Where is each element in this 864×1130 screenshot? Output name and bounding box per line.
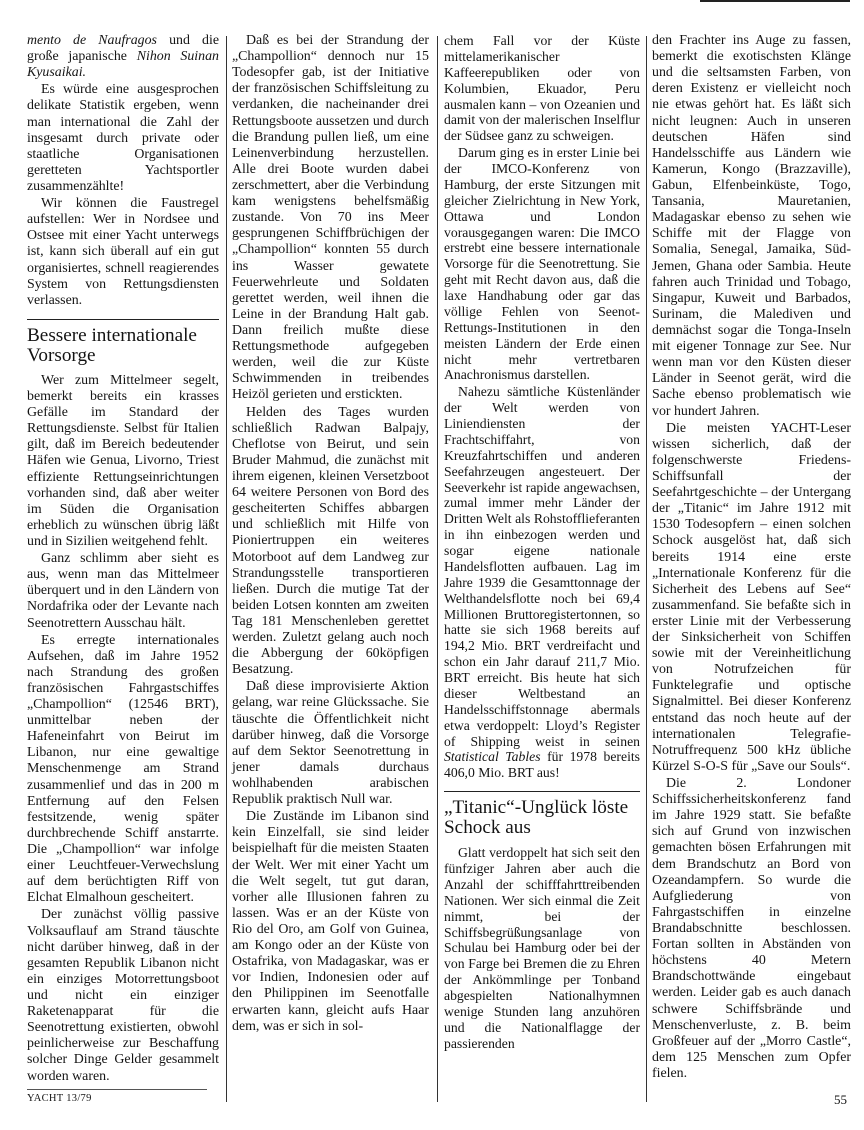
paragraph [27, 196, 219, 309]
paragraph [444, 33, 640, 144]
paragraph [27, 551, 219, 632]
text-run: Daß es bei der Strandung der „Champollion“ dennoch nur 15 Todesopfer gab, ist der Initiative der französischen Schiffsleitung zu verdanken, die nacheinander drei Rettungsboote aussetzen und durch die Brandung pullen ließ, um eine Leinenverbindung herzustellen. Alle drei Boote wurden dabei zerschmettert, aber die Verbindung kam wenigstens behelfsmäßig zustande. Von 70 ins Meer gesprungenen Schiffbrüchigen der „Champollion“ konnten 55 durch ins Wasser gewatete Feuerwehrleute und Soldaten gerettet werden, weil ihnen die Leine in der Brandung Halt gab. Dann freilich mußte diese Rettungsmethode aufgegeben werden, weil die zur Küste Schwimmenden in treibendes Heizöl gerieten und erstickten. [232, 33, 429, 403]
text-run: chem Fall vor der Küste mittelamerikanischer Kaffeerepubliken oder von Kolumbien, Ekuador, Peru ausmalen kann – von Ozeanien und damit von der malerischen Inselflur der Südsee ganz zu schweigen. [444, 33, 640, 144]
column-rule [646, 36, 647, 1102]
text-run: und die große japanische [27, 33, 219, 65]
text-run: Es erregte internationales Aufsehen, daß im Jahre 1952 nach Strandung des großen französischen Fahrgastschiffes „Champollion“ (12546 BRT), unmittelbar neben der Hafeneinfahrt von Beirut im Libanon, nur eine gewaltige Menschenmenge am Strand zusammenlief und das in 200 m Entfernung auf den Felsen festsitzende, wenig später durchbrechende Schiff anstarrte. Die „Champollion“ war infolge einer Leuchtfeuer-Verwechslung auf dem berüchtigten Riff von Elchat Elmalhoun gescheitert. [27, 632, 219, 906]
text-run: Die meisten YACHT-Leser wissen sicherlich, daß der folgenschwerste Friedens-Schiffsunfall der Seefahrtgeschichte – der Untergang der „Titanic“ im Jahre 1912 mit 1530 Todesopfern – einen solchen Schock ausgelöst hat, daß sich bereits 1914 eine erste „Internationale Konferenz für die Sicherheit des Lebens auf See“ zusammenfand. Sie befaßte sich in erster Linie mit der Verbesserung der Sinksicherheit von Schiffen sowie mit der Vereinheitlichung von Notrufzeichen für Funktelegrafie und optische Signalmittel. Bei dieser Konferenz entstand das noch heute auf der internationalen Telegrafie-Notruffrequenz 500 kHz übliche Kürzel S-O-S für „Save our Souls“. [652, 420, 851, 774]
paragraph [232, 679, 429, 808]
article-column-1 [27, 33, 219, 1085]
top-rule [700, 0, 850, 2]
paragraph [232, 405, 429, 679]
paragraph [27, 33, 219, 81]
text-run: den Frachter ins Auge zu fassen, bemerkt die exotischsten Klänge und die seltsamsten Farben, von deren Existenz er vielleicht noch nie etwas gehört hat. Es läßt sich nicht leugnen: Auch in unseren deutschen Häfen sind Handelsschiffe aus Ländern wie Kamerun, Kongo (Brazzaville), Gabun, Elfenbeinküste, Togo, Tansania, Mauretanien, Madagaskar ebenso zu sehen wie Schiffe mit der Flagge von Somalia, Senegal, Jamaika, Süd-Jemen, Ghana oder Sambia. Heute fahren auch Trinidad und Tobago, Singapur, Kuweit und Barbados, Surinam, die Malediven und demnächst sogar die Tonga-Inseln mit eigener Tonnage zur See. Nur wenn man vor den Küsten dieser Länder in Seenot gerät, wird die Sache ebenso problematisch wie vor hundert Jahren. [652, 33, 851, 419]
article-column-3 [444, 33, 640, 1052]
italic-text: Nihon Suinan Kyusaikai. [27, 49, 219, 81]
column-rule [226, 36, 227, 1102]
text-run: Die Zustände im Libanon sind kein Einzelfall, sie sind leider beispielhaft für die meisten Staaten der Welt. Wer mit einer Yacht um die Welt segelt, tut gut daran, vorher alle Illusionen fahren zu lassen. Was er an der Küste von Rio del Oro, am Golf von Guinea, am Kongo oder an der Küste von Ostafrika, von Madagaskar, was er vor Indien, Indonesien oder auf den Philippinen im Seenotfalle erwarten kann, gleicht aufs Haar dem, was er sich in sol- [232, 809, 429, 1034]
paragraph [27, 907, 219, 1084]
page-number: 55 [834, 1092, 847, 1107]
text-run: Darum ging es in erster Linie bei der IMCO-Konferenz von Hamburg, der erste Sitzungen mit gleicher Zielrichtung in New York, Ottawa und London vorausgegangen waren: Die IMCO erstrebt eine bessere internationale Vorsorge für die Seenotrettung. Sie geht mit Recht davon aus, daß die laxe Handhabung oder gar das völlige Fehlen von Seenot-Rettungs-Institutionen in den meisten Ländern der Erde einen nicht mehr vertretbaren Anachronismus darstellen. [444, 145, 640, 383]
section-heading: Bessere internationale Vorsorge [27, 319, 219, 366]
paragraph [444, 845, 640, 1051]
text-run: Nahezu sämtliche Küstenländer der Welt werden von Liniendiensten der Frachtschiffahrt, von Kreuzfahrtschiffen und anderen Seefahrzeugen angesteuert. Der Seeverkehr ist rapide angewachsen, zumal immer mehr Länder der Dritten Welt als Rohstofflieferanten in ihn einbezogen werden und sogar eigene nationale Handelsflotten aufbauen. Lag im Jahre 1939 die Gesamttonnage der Welthandelsflotte noch bei 69,4 Millionen Bruttoregistertonnen, so hatte sie sich 1968 bereits auf 194,2 Mio. BRT verdreifacht und schon ein Jahr darauf 211,7 Mio. BRT erreicht. Bis heute hat sich dieser Weltbestand an Handelsschiffstonnage abermals etwa verdoppelt: Lloyd’s Register of Shipping weist in seinen [444, 384, 640, 749]
text-run: für 1978 bereits 406,0 Mio. BRT aus! [444, 749, 640, 781]
text-run: Helden des Tages wurden schließlich Radwan Balpajy, Cheflotse von Beirut, und sein Bruder Mahmud, die zunächst mit ihrem eigenen, kleinen Versetzboot 64 weitere Personen von Bord des gescheiterten Schiffes abbargen und schließlich mit Hilfe von Pioniertruppen ein weiteres Motorboot auf dem Landweg zur Strandungsstelle transportieren ließen. Durch die mutige Tat der beiden Lotsen konnten am zweiten Tag 181 Menschenleben gerettet werden. Zuletzt gelang auch noch die Abbergung der 60köpfigen Besatzung. [232, 404, 429, 678]
italic-text: mento de Naufragos [27, 33, 157, 48]
article-column-2 [232, 33, 429, 1035]
text-run: Glatt verdoppelt hat sich seit den fünfziger Jahren aber auch die Anzahl der schifffahrttreibenden Nationen. Wer sich einmal die Zeit nimmt, bei der Schiffsbegrüßungsanlage von Schulau bei Hamburg oder bei der von Farge bei Bremen die zu Ehren der Ankömmlinge per Tonband abgespielten Nationalhymnen wenige Stunden lang anzuhören und die Nationalflagge der passierenden [444, 845, 640, 1051]
paragraph [232, 809, 429, 1035]
column-rule [437, 36, 438, 1102]
text-run: Wir können die Faustregel aufstellen: Wer in Nordsee und Ostsee mit einer Yacht unterwegs ist, kann sich überall auf ein gut organisiertes, schnell reagierendes System von Rettungsdiensten verlassen. [27, 196, 219, 308]
article-column-4 [652, 33, 851, 1082]
issue-label: YACHT 13/79 [27, 1093, 92, 1104]
paragraph [444, 384, 640, 781]
paragraph [444, 145, 640, 383]
text-run: Wer zum Mittelmeer segelt, bemerkt bereits ein krasses Gefälle im Standard der Rettungsdienste. Selbst für Italien gilt, daß im Bereich bedeutender Häfen wie Genua, Livorno, Triest effiziente Rettungseinrichtungen vorhanden sind, daß aber weiter im Süden die Organisation erheblich zu wünschen übrig läßt und in Sizilien weitgehend fehlt. [27, 372, 219, 549]
paragraph [27, 373, 219, 550]
italic-text: Statistical Tables [444, 749, 541, 765]
paragraph [27, 82, 219, 195]
paragraph [652, 33, 851, 420]
paragraph [232, 33, 429, 404]
section-heading: „Titanic“-Unglück löste Schock aus [444, 791, 640, 838]
paragraph [652, 776, 851, 1082]
paragraph [652, 421, 851, 775]
text-run: Es würde eine ausgesprochen delikate Statistik ergeben, wenn man international die Zahl der insgesamt durch private oder staatliche Organisationen geretteten Yachtsportler zusammenzählte! [27, 82, 219, 194]
text-run: Der zunächst völlig passive Volksauflauf am Strand täuschte nicht darüber hinweg, daß in der gesamten Republik Libanon nicht ein einziges Motorrettungsboot und nicht ein einziger Raketenapparat für die Seenotrettung existierten, obwohl peinlicherweise zur Beschaffung solcher Dinge Gelder gesammelt worden waren. [27, 907, 219, 1084]
paragraph [27, 633, 219, 907]
text-run: Ganz schlimm aber sieht es aus, wenn man das Mittelmeer überquert und in den Ländern von Nordafrika oder der Levante nach Seenotrettern Ausschau hält. [27, 551, 219, 631]
text-run: Daß diese improvisierte Aktion gelang, war reine Glückssache. Sie täuschte die Öffentlichkeit nicht darüber hinweg, daß die Vorsorge auf dem Sektor Seenotrettung in jener damals durchaus wohlhabenden arabischen Republik praktisch Null war. [232, 679, 429, 808]
footer-rule [27, 1089, 207, 1090]
text-run: Die 2. Londoner Schiffssicherheitskonferenz fand im Jahre 1929 statt. Sie befaßte sich auf Grund von inzwischen gemachten bösen Erfahrungen mit dem Brandschutz an Bord von Ozeandampfern. So wurde die Aufgliederung von Fahrgastschiffen in einzelne Brandabschnitte beschlossen. Fortan sollten in Abständen von höchstens 40 Metern Brandschottwände eingebaut werden. Leider gab es auch danach schwere Schiffsbrände und Menschenverluste, z. B. beim Großfeuer auf der „Morro Castle“, dem 125 Menschen zum Opfer fielen. [652, 776, 851, 1081]
